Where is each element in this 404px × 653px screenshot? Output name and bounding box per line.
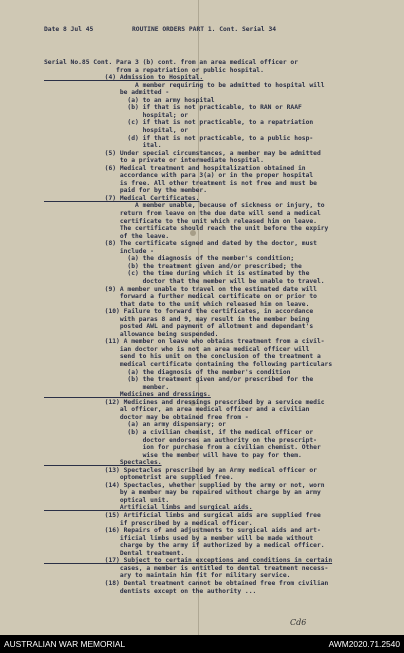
text-line: charge by the army if authorized by a medical officer.: [44, 542, 325, 550]
text-line: (c) if that is not practicable, to a repatriation: [44, 119, 314, 127]
text-line: (b) the treatment given and/or prescribed for the: [44, 376, 314, 384]
text-line: ital.: [44, 142, 162, 150]
text-line: Medicines and dressings.: [44, 391, 211, 399]
text-line: with paras 8 and 9, may result in the member being: [44, 315, 310, 323]
text-line: allowance being suspended.: [44, 330, 219, 338]
text-line: (12) Medicines and dressings prescribed by a service medic: [44, 398, 325, 406]
text-line: member.: [44, 383, 170, 391]
text-line: dentists except on the authority ...: [44, 587, 257, 595]
text-line: (10) Failure to forward the certificates, in accordance: [44, 308, 314, 316]
text-line: posted AWL and payment of allotment and dependant's: [44, 323, 314, 331]
text-line: (a) the diagnosis of the member's condition;: [44, 255, 295, 263]
header-title: ROUTINE ORDERS PART 1. Cont. Serial 34: [132, 26, 277, 33]
text-line: (a) to an army hospital: [44, 96, 215, 104]
text-line: (c) the time during which it is estimated by the: [44, 270, 310, 278]
text-line: (a) the diagnosis of the member's condition: [44, 368, 291, 376]
text-line: hospital; or: [44, 111, 189, 119]
text-line: (5) Under special circumstances, a member may be admitted: [44, 149, 321, 157]
text-line: hospital, or: [44, 126, 189, 134]
text-line: cases, a member is entitled to dental treatment necess-: [44, 564, 329, 572]
text-line: Dental treatment.: [44, 549, 185, 557]
text-line: (d) if that is not practicable, to a public hosp-: [44, 134, 314, 142]
text-line: (b) if that is not practicable, to RAN or RAAF: [44, 104, 302, 112]
text-line: (6) Medical treatment and hospitalization obtained in: [44, 164, 306, 172]
text-line: ion for purchase from a civilian chemist. Other: [44, 444, 321, 452]
text-line: A member requiring to be admitted to hospital will: [44, 81, 325, 89]
text-line: to a private or intermediate hospital.: [44, 157, 264, 165]
text-line: include -: [44, 247, 154, 255]
text-line: (a) an army dispensary; or: [44, 421, 226, 429]
text-line: send to his unit on the conclusion of the treatment a: [44, 353, 321, 361]
text-line: A member unable, because of sickness or injury, to: [44, 202, 325, 210]
text-line: optometrist are supplied free.: [44, 474, 234, 482]
text-line: (13) Spectacles prescribed by an Army medical officer or: [44, 466, 317, 474]
text-line: be admitted -: [44, 89, 170, 97]
text-line: of the leave.: [44, 232, 170, 240]
text-line: optical unit.: [44, 496, 170, 504]
handwritten-annotation: Cd6: [290, 618, 307, 627]
text-line: medical certificate containing the following particulars: [44, 361, 333, 368]
text-line: certificate to the unit which released him on leave.: [44, 217, 317, 225]
text-line: (b) a civilian chemist, if the medical officer or: [44, 428, 314, 436]
text-line: doctor that the member will be unable to travel.: [44, 277, 325, 285]
text-line: (9) A member unable to travel on the estimated date will: [44, 285, 317, 293]
text-line: that date to the unit which released him on leave.: [44, 300, 310, 308]
text-line: ary to maintain him fit for military service.: [44, 572, 291, 580]
footer-bar: [0, 635, 404, 653]
text-line: forward a further medical certificate on or prior to: [44, 293, 317, 301]
text-line: Serial No.85 Cont. Para 3 (b) cont. from an area medical officer or: [44, 59, 299, 66]
text-line: (11) A member on leave who obtains treatment from a civil-: [44, 338, 325, 346]
text-line: (8) The certificate signed and dated by the doctor, must: [44, 240, 317, 248]
text-line: (16) Repairs of and adjustments to surgical aids and art-: [44, 527, 321, 535]
text-line: (b) the treatment given and/or prescribed; the: [44, 262, 302, 270]
text-line: (15) Artificial limbs and surgical aids are supplied free: [44, 512, 321, 519]
text-line: ificial limbs used by a member will be made without: [44, 534, 314, 542]
text-line: (18) Dental treatment cannot be obtained free from civilian: [44, 579, 329, 587]
text-line: accordance with para 3(a) or in the proper hospital: [44, 172, 314, 180]
text-line: The certificate should reach the unit before the expiry: [44, 225, 329, 233]
text-line: doctor may be obtained free from -: [44, 413, 249, 421]
text-line: Artificial limbs and surgical aids.: [44, 504, 253, 512]
text-line: doctor endorses an authority on the prescript-: [44, 436, 317, 444]
text-line: is free. All other treatment is not free and must be: [44, 179, 317, 187]
text-line: (14) Spectacles, whether supplied by the army or not, worn: [44, 481, 325, 489]
text-line: al officer, an area medical officer and a civilian: [44, 406, 310, 414]
text-line: (17) Subject to certain exceptions and conditions in certain: [44, 557, 333, 565]
footer-accession-number: AWM2020.71.2540: [328, 639, 400, 649]
text-line: (4) Admission to Hospital.: [44, 74, 204, 82]
text-line: from a repatriation or public hospital.: [44, 66, 264, 74]
text-line: return from leave on the due date will send a medical: [44, 210, 321, 217]
text-line: wise the member will have to pay for them.: [44, 451, 302, 459]
text-line: if prescribed by a medical officer.: [44, 519, 253, 527]
footer-institution: AUSTRALIAN WAR MEMORIAL: [4, 639, 126, 649]
text-line: Spectacles.: [44, 459, 162, 467]
text-line: (7) Medical Certificates.: [44, 194, 200, 202]
header-date: Date 8 Jul 45: [44, 26, 94, 33]
text-line: paid for by the member.: [44, 187, 208, 195]
text-line: by a member may be repaired without charge by an army: [44, 489, 321, 497]
text-line: ian doctor who is not an area medical officer will: [44, 345, 310, 353]
